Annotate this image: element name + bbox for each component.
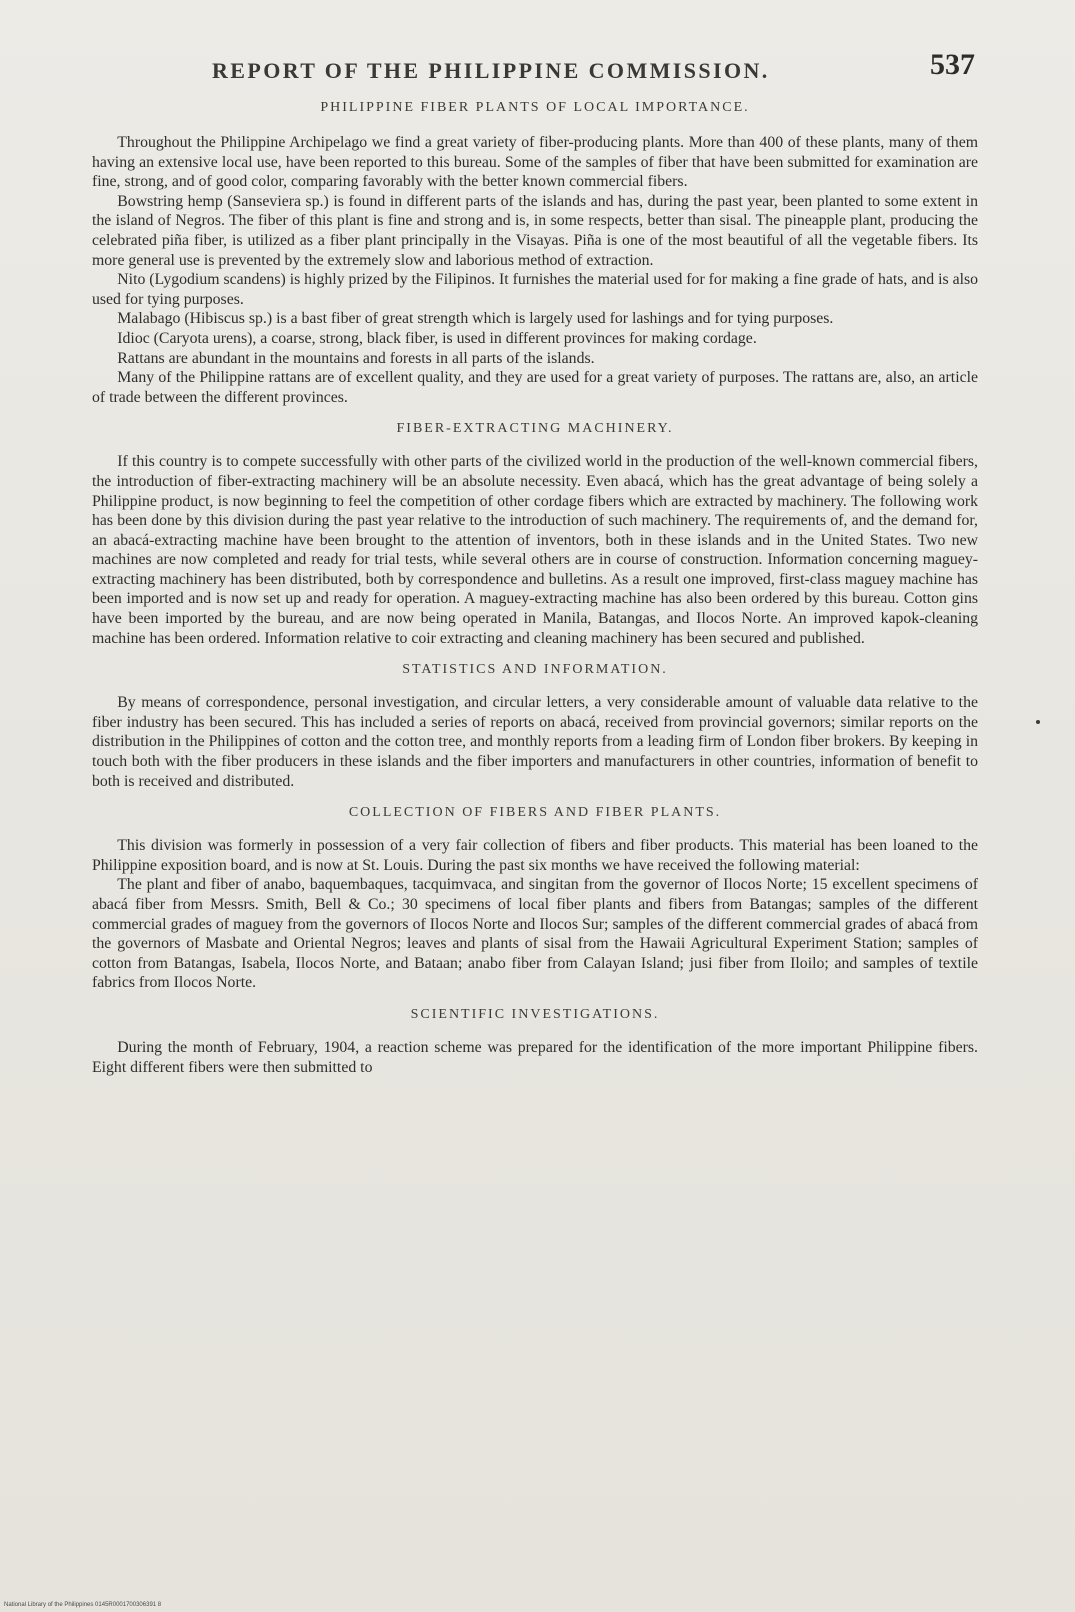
section-local-fiber-plants [92,100,978,407]
paragraph: This division was formerly in possession of a very fair collection of fibers and fiber products. This material has been loaned to the Philippine exposition board, and is now at St. Louis. During the past six months we have received the following material: [92,837,978,874]
scan-credit: National Library of the Philippines 0145R0001700306391 8 [4,1602,162,1608]
section-heading: SCIENTIFIC INVESTIGATIONS. [410,1006,660,1022]
paragraph: During the month of February, 1904, a reaction scheme was prepared for the identification of the more important Philippine fibers. Eight different fibers were then submitted to [92,1038,978,1076]
section-heading: COLLECTION OF FIBERS AND FIBER PLANTS. [348,805,722,821]
running-title: REPORT OF THE PHILIPPINE COMMISSION. [212,58,770,83]
scan-speck [1036,720,1040,724]
section-heading: FIBER-EXTRACTING MACHINERY. [396,421,674,437]
section-heading: STATISTICS AND INFORMATION. [402,662,668,678]
paragraph: Throughout the Philippine Archipelago we find a great variety of fiber-producing plants. More than 400 of these plants, many of them having an extensive local use, have been reported to this bureau. Some of the samples of fiber that have been submitted for examination are fine, strong, and of good color, comparing favorably with the better known commercial fibers. [92,134,978,191]
section-scientific-investigations [92,1007,978,1077]
section-fiber-extracting-machinery [92,421,978,648]
paragraph: Nito (Lygodium scandens) is highly prized by the Filipinos. It furnishes the material used for for making a fine grade of hats, and is also used for tying purposes. [92,271,979,308]
paragraph: Rattans are abundant in the mountains and forests in all parts of the islands. [117,349,595,367]
page-body [92,100,978,1091]
paragraph: Bowstring hemp (Sanseviera sp.) is found in different parts of the islands and has, during the past year, been planted to some extent in the island of Negros. The fiber of this plant is fine and strong and is, in some respects, better than sisal. The pineapple plant, producing the celebrated piña fiber, is utilized as a fiber plant principally in the Visayas. Piña is one of the most beautiful of all the vegetable fibers. Its more general use is prevented by the extremely slow and laborious method of extraction. [92,192,978,269]
paragraph: The plant and fiber of anabo, baquembaques, tacquimvaca, and singitan from the governor of Ilocos Norte; 15 excellent specimens of abacá fiber from Messrs. Smith, Bell & Co.; 30 specimens of local fiber plants and fibers from Batangas; samples of the different commercial grades of maguey from the governors of Ilocos Norte and Ilocos Sur; samples of the different commercial grades of abacá from the governors of Masbate and Oriental Negros; leaves and plants of sisal from the Hawaii Agricultural Experiment Station; samples of cotton from Batangas, Isabela, Ilocos Norte, and Bataan; anabo fiber from Calayan Island; jusi fiber from Iloilo; and samples of textile fabrics from Ilocos Norte. [92,876,978,992]
paragraph: Many of the Philippine rattans are of excellent quality, and they are used for a great variety of purposes. The rattans are, also, an article of trade between the different provinces. [92,369,978,406]
running-head [92,48,975,84]
paragraph: If this country is to compete successfully with other parts of the civilized world in the production of the well-known commercial fibers, the introduction of fiber-extracting machinery will be an absolute necessity. Even abacá, which has the great advantage of being solely a Philippine product, is now beginning to feel the competition of other cordage fibers which are extracted by machinery. The following work has been done by this division during the past year relative to the introduction of such machinery. The requirements of, and the demand for, an abacá-extracting machine have been brought to the attention of inventors, both in these islands and in the United States. Two new machines are now completed and ready for trial tests, while several others are in course of construction. Information concerning maguey-extracting machinery has been distributed, both by correspondence and bulletins. As a result one improved, first-class maguey machine has been imported and is now set up and ready for operation. A maguey-extracting machine has also been ordered by this bureau. Cotton gins have been imported by the bureau, and are now being operated in Manila, Batangas, and Ilocos Norte. An improved kapok-cleaning machine has been ordered. Information relative to coir extracting and cleaning machinery has been secured and published. [92,453,978,647]
paragraph: Idioc (Caryota urens), a coarse, strong, black fiber, is used in different provinces for making cordage. [117,329,757,347]
paragraph: Malabago (Hibiscus sp.) is a bast fiber of great strength which is largely used for lashings and for tying purposes. [117,310,834,328]
page-number: 537 [930,48,975,81]
section-collection-of-fibers [92,805,978,993]
section-heading: PHILIPPINE FIBER PLANTS OF LOCAL IMPORTANCE. [320,100,750,115]
paragraph: By means of correspondence, personal investigation, and circular letters, a very considerable amount of valuable data relative to the fiber industry has been secured. This has included a series of reports on abacá, received from provincial governors; similar reports on the distribution in the Philippines of cotton and the cotton tree, and monthly reports from a leading firm of London fiber brokers. By keeping in touch both with the fiber producers in these islands and the fiber importers and manufacturers in other countries, information of benefit to both is received and distributed. [92,694,978,790]
section-statistics-information [92,662,978,791]
